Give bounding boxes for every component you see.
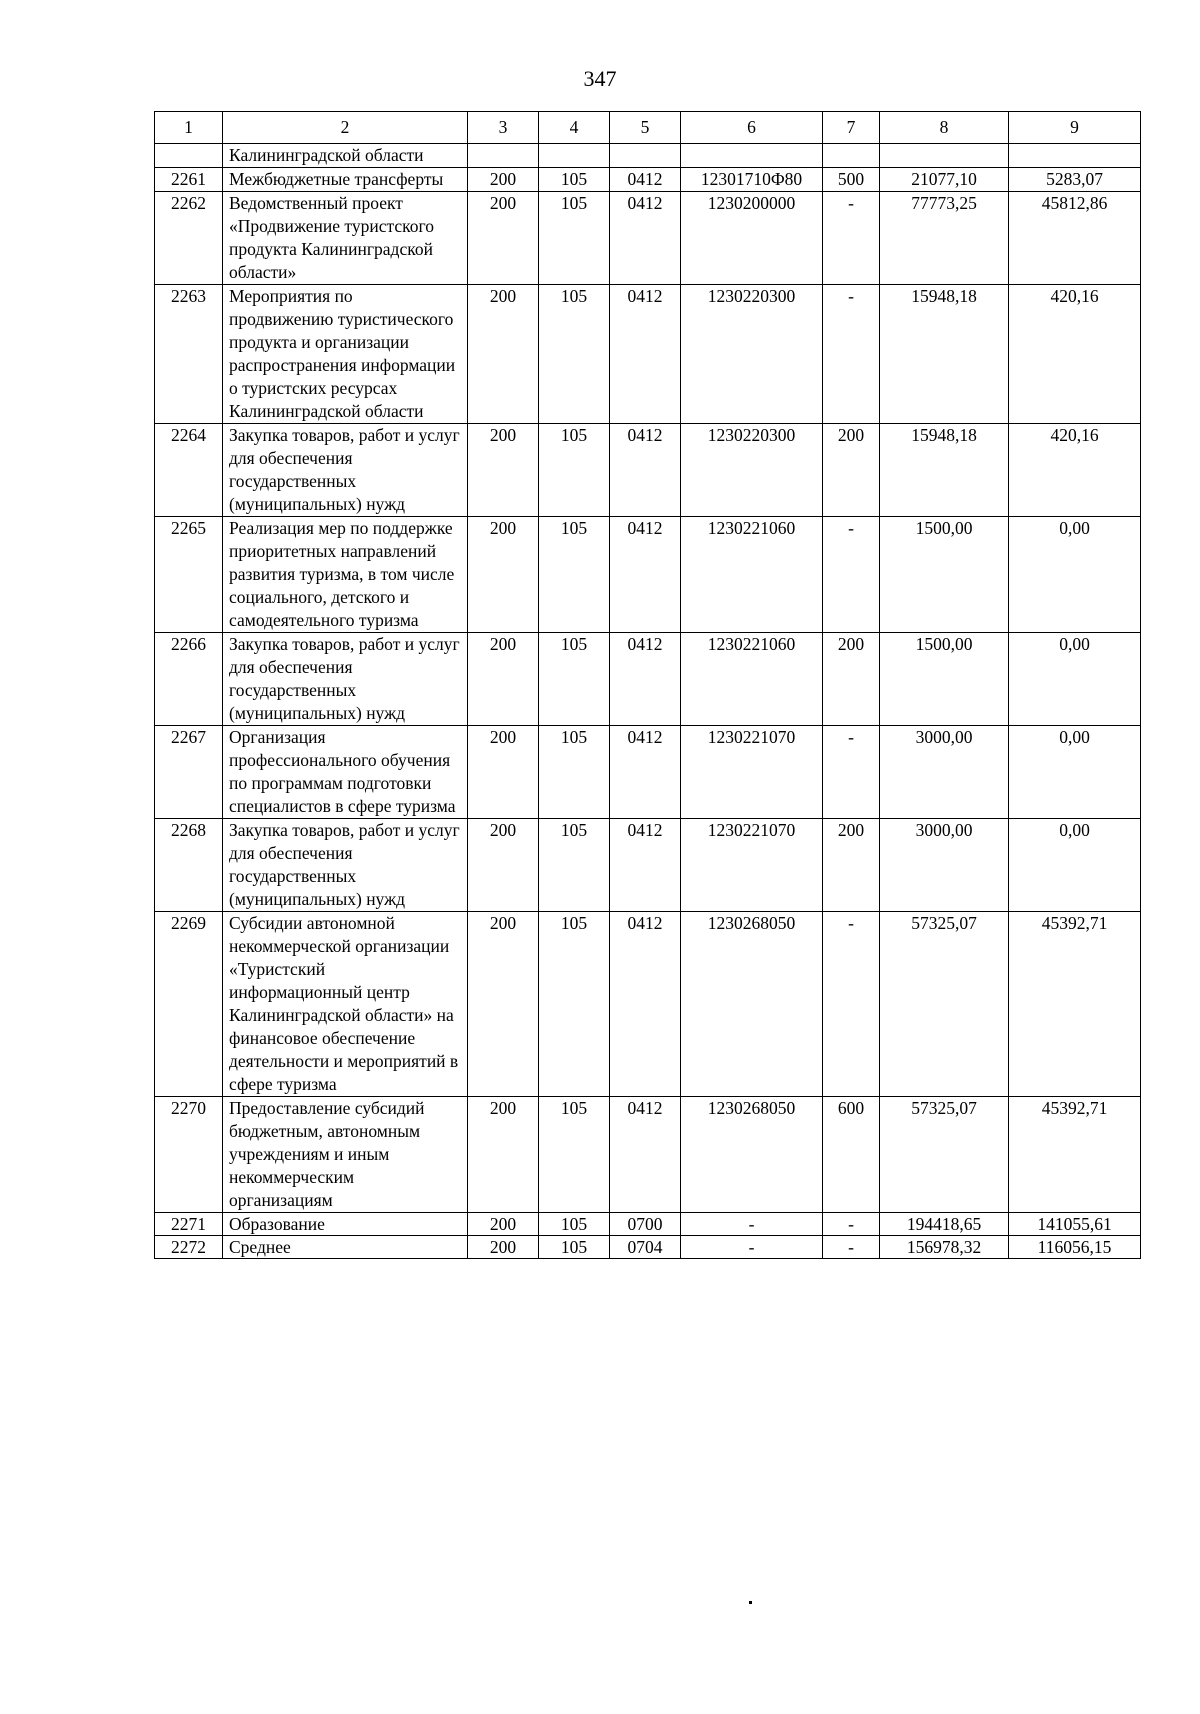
row-code-4-cell: 105	[539, 424, 610, 517]
row-code-5-cell: 0412	[610, 912, 681, 1097]
row-number-cell: 2270	[155, 1097, 223, 1213]
row-code-4-cell: 105	[539, 1236, 610, 1259]
table-row	[155, 168, 1141, 192]
budget-table	[154, 111, 1141, 1259]
row-code-5-cell: 0412	[610, 633, 681, 726]
row-code-7-cell: -	[823, 285, 880, 424]
row-code-4-cell: 105	[539, 1097, 610, 1213]
row-name-cell: Закупка товаров, работ и услуг для обеспечения государственных (муниципальных) нужд	[223, 633, 468, 726]
row-code-3-cell: 200	[468, 285, 539, 424]
row-name-cell: Закупка товаров, работ и услуг для обеспечения государственных (муниципальных) нужд	[223, 424, 468, 517]
row-amount-9-cell: 45392,71	[1009, 1097, 1141, 1213]
row-code-3-cell: 200	[468, 1213, 539, 1236]
row-code-7-cell: -	[823, 192, 880, 285]
row-code-3-cell: 200	[468, 517, 539, 633]
row-number-cell: 2261	[155, 168, 223, 192]
row-code-6-cell	[681, 144, 823, 168]
header-cell-9: 9	[1009, 112, 1141, 144]
row-code-4-cell: 105	[539, 819, 610, 912]
row-number-cell: 2262	[155, 192, 223, 285]
row-code-5-cell	[610, 144, 681, 168]
row-code-6-cell: -	[681, 1236, 823, 1259]
row-code-7-cell: -	[823, 1213, 880, 1236]
row-code-4-cell: 105	[539, 633, 610, 726]
row-code-7-cell: 500	[823, 168, 880, 192]
row-amount-9-cell: 45392,71	[1009, 912, 1141, 1097]
header-cell-7: 7	[823, 112, 880, 144]
row-code-5-cell: 0412	[610, 424, 681, 517]
row-amount-8-cell: 1500,00	[880, 633, 1009, 726]
row-amount-8-cell: 15948,18	[880, 285, 1009, 424]
row-amount-9-cell: 0,00	[1009, 819, 1141, 912]
table-row	[155, 192, 1141, 285]
header-cell-8: 8	[880, 112, 1009, 144]
row-amount-8-cell	[880, 144, 1009, 168]
row-amount-9-cell: 0,00	[1009, 517, 1141, 633]
row-code-5-cell: 0700	[610, 1213, 681, 1236]
row-amount-8-cell: 57325,07	[880, 912, 1009, 1097]
row-amount-8-cell: 194418,65	[880, 1213, 1009, 1236]
row-code-5-cell: 0412	[610, 285, 681, 424]
row-name-cell: Среднее	[223, 1236, 468, 1259]
row-code-6-cell: 1230221060	[681, 633, 823, 726]
row-code-6-cell: 1230220300	[681, 424, 823, 517]
row-code-4-cell: 105	[539, 517, 610, 633]
row-amount-9-cell: 420,16	[1009, 285, 1141, 424]
table-row	[155, 517, 1141, 633]
row-amount-9-cell: 5283,07	[1009, 168, 1141, 192]
row-code-3-cell: 200	[468, 912, 539, 1097]
row-code-3-cell: 200	[468, 192, 539, 285]
header-cell-1: 1	[155, 112, 223, 144]
table-row	[155, 912, 1141, 1097]
row-amount-8-cell: 156978,32	[880, 1236, 1009, 1259]
row-name-cell: Калининградской области	[223, 144, 468, 168]
row-code-5-cell: 0412	[610, 819, 681, 912]
row-code-5-cell: 0412	[610, 1097, 681, 1213]
header-cell-3: 3	[468, 112, 539, 144]
row-code-3-cell: 200	[468, 633, 539, 726]
row-name-cell: Организация профессионального обучения по программам подготовки специалистов в сфере туризма	[223, 726, 468, 819]
row-code-6-cell: 1230221070	[681, 726, 823, 819]
row-code-4-cell: 105	[539, 726, 610, 819]
row-code-4-cell: 105	[539, 1213, 610, 1236]
row-number-cell: 2265	[155, 517, 223, 633]
row-code-7-cell: 200	[823, 424, 880, 517]
table-row	[155, 819, 1141, 912]
row-amount-8-cell: 57325,07	[880, 1097, 1009, 1213]
table-row	[155, 144, 1141, 168]
row-code-3-cell: 200	[468, 168, 539, 192]
header-cell-2: 2	[223, 112, 468, 144]
row-code-7-cell: 200	[823, 819, 880, 912]
header-cell-5: 5	[610, 112, 681, 144]
header-cell-4: 4	[539, 112, 610, 144]
row-code-3-cell: 200	[468, 424, 539, 517]
row-code-3-cell: 200	[468, 726, 539, 819]
row-code-7-cell	[823, 144, 880, 168]
row-number-cell: 2266	[155, 633, 223, 726]
row-number-cell: 2272	[155, 1236, 223, 1259]
row-code-7-cell: -	[823, 517, 880, 633]
row-code-4-cell: 105	[539, 168, 610, 192]
row-name-cell: Предоставление субсидий бюджетным, автономным учреждениям и иным некоммерческим организациям	[223, 1097, 468, 1213]
table-row	[155, 1097, 1141, 1213]
row-code-3-cell: 200	[468, 819, 539, 912]
row-number-cell: 2269	[155, 912, 223, 1097]
row-name-cell: Закупка товаров, работ и услуг для обеспечения государственных (муниципальных) нужд	[223, 819, 468, 912]
row-name-cell: Реализация мер по поддержке приоритетных направлений развития туризма, в том числе социального, детского и самодеятельного туризма	[223, 517, 468, 633]
page-number: 347	[583, 66, 617, 91]
row-code-5-cell: 0412	[610, 517, 681, 633]
header-row	[155, 112, 1141, 144]
header-cell-6: 6	[681, 112, 823, 144]
row-amount-9-cell: 116056,15	[1009, 1236, 1141, 1259]
row-code-7-cell: -	[823, 1236, 880, 1259]
row-code-5-cell: 0412	[610, 192, 681, 285]
row-code-6-cell: 1230268050	[681, 1097, 823, 1213]
table-row	[155, 285, 1141, 424]
row-code-7-cell: 600	[823, 1097, 880, 1213]
row-amount-8-cell: 21077,10	[880, 168, 1009, 192]
row-code-6-cell: -	[681, 1213, 823, 1236]
row-code-6-cell: 1230200000	[681, 192, 823, 285]
row-amount-8-cell: 3000,00	[880, 726, 1009, 819]
row-code-7-cell: -	[823, 726, 880, 819]
row-amount-9-cell: 0,00	[1009, 633, 1141, 726]
row-code-4-cell: 105	[539, 285, 610, 424]
row-code-7-cell: -	[823, 912, 880, 1097]
row-code-6-cell: 12301710Ф80	[681, 168, 823, 192]
row-name-cell: Мероприятия по продвижению туристического продукта и организации распространения информации о туристских ресурсах Калининградской области	[223, 285, 468, 424]
table-row	[155, 1213, 1141, 1236]
row-amount-9-cell	[1009, 144, 1141, 168]
row-amount-9-cell: 141055,61	[1009, 1213, 1141, 1236]
row-amount-9-cell: 0,00	[1009, 726, 1141, 819]
row-code-6-cell: 1230220300	[681, 285, 823, 424]
row-amount-9-cell: 45812,86	[1009, 192, 1141, 285]
row-code-5-cell: 0704	[610, 1236, 681, 1259]
row-amount-8-cell: 1500,00	[880, 517, 1009, 633]
table-row	[155, 424, 1141, 517]
row-number-cell: 2267	[155, 726, 223, 819]
row-code-6-cell: 1230268050	[681, 912, 823, 1097]
scan-artifact-dot	[749, 1601, 752, 1604]
row-code-4-cell: 105	[539, 192, 610, 285]
row-amount-8-cell: 77773,25	[880, 192, 1009, 285]
row-name-cell: Образование	[223, 1213, 468, 1236]
row-number-cell: 2268	[155, 819, 223, 912]
table-row	[155, 726, 1141, 819]
row-code-4-cell	[539, 144, 610, 168]
row-number-cell: 2271	[155, 1213, 223, 1236]
table-row	[155, 633, 1141, 726]
row-code-5-cell: 0412	[610, 726, 681, 819]
row-number-cell: 2263	[155, 285, 223, 424]
row-code-4-cell: 105	[539, 912, 610, 1097]
row-code-5-cell: 0412	[610, 168, 681, 192]
row-amount-8-cell: 3000,00	[880, 819, 1009, 912]
row-code-3-cell	[468, 144, 539, 168]
row-amount-8-cell: 15948,18	[880, 424, 1009, 517]
row-amount-9-cell: 420,16	[1009, 424, 1141, 517]
row-code-6-cell: 1230221060	[681, 517, 823, 633]
row-number-cell: 2264	[155, 424, 223, 517]
table-row	[155, 1236, 1141, 1259]
row-code-3-cell: 200	[468, 1236, 539, 1259]
row-name-cell: Субсидии автономной некоммерческой организации «Туристский информационный центр Калининградской области» на финансовое обеспечение деятельности и мероприятий в сфере туризма	[223, 912, 468, 1097]
row-number-cell	[155, 144, 223, 168]
row-code-6-cell: 1230221070	[681, 819, 823, 912]
row-name-cell: Ведомственный проект «Продвижение туристского продукта Калининградской области»	[223, 192, 468, 285]
row-code-7-cell: 200	[823, 633, 880, 726]
row-code-3-cell: 200	[468, 1097, 539, 1213]
row-name-cell: Межбюджетные трансферты	[223, 168, 468, 192]
